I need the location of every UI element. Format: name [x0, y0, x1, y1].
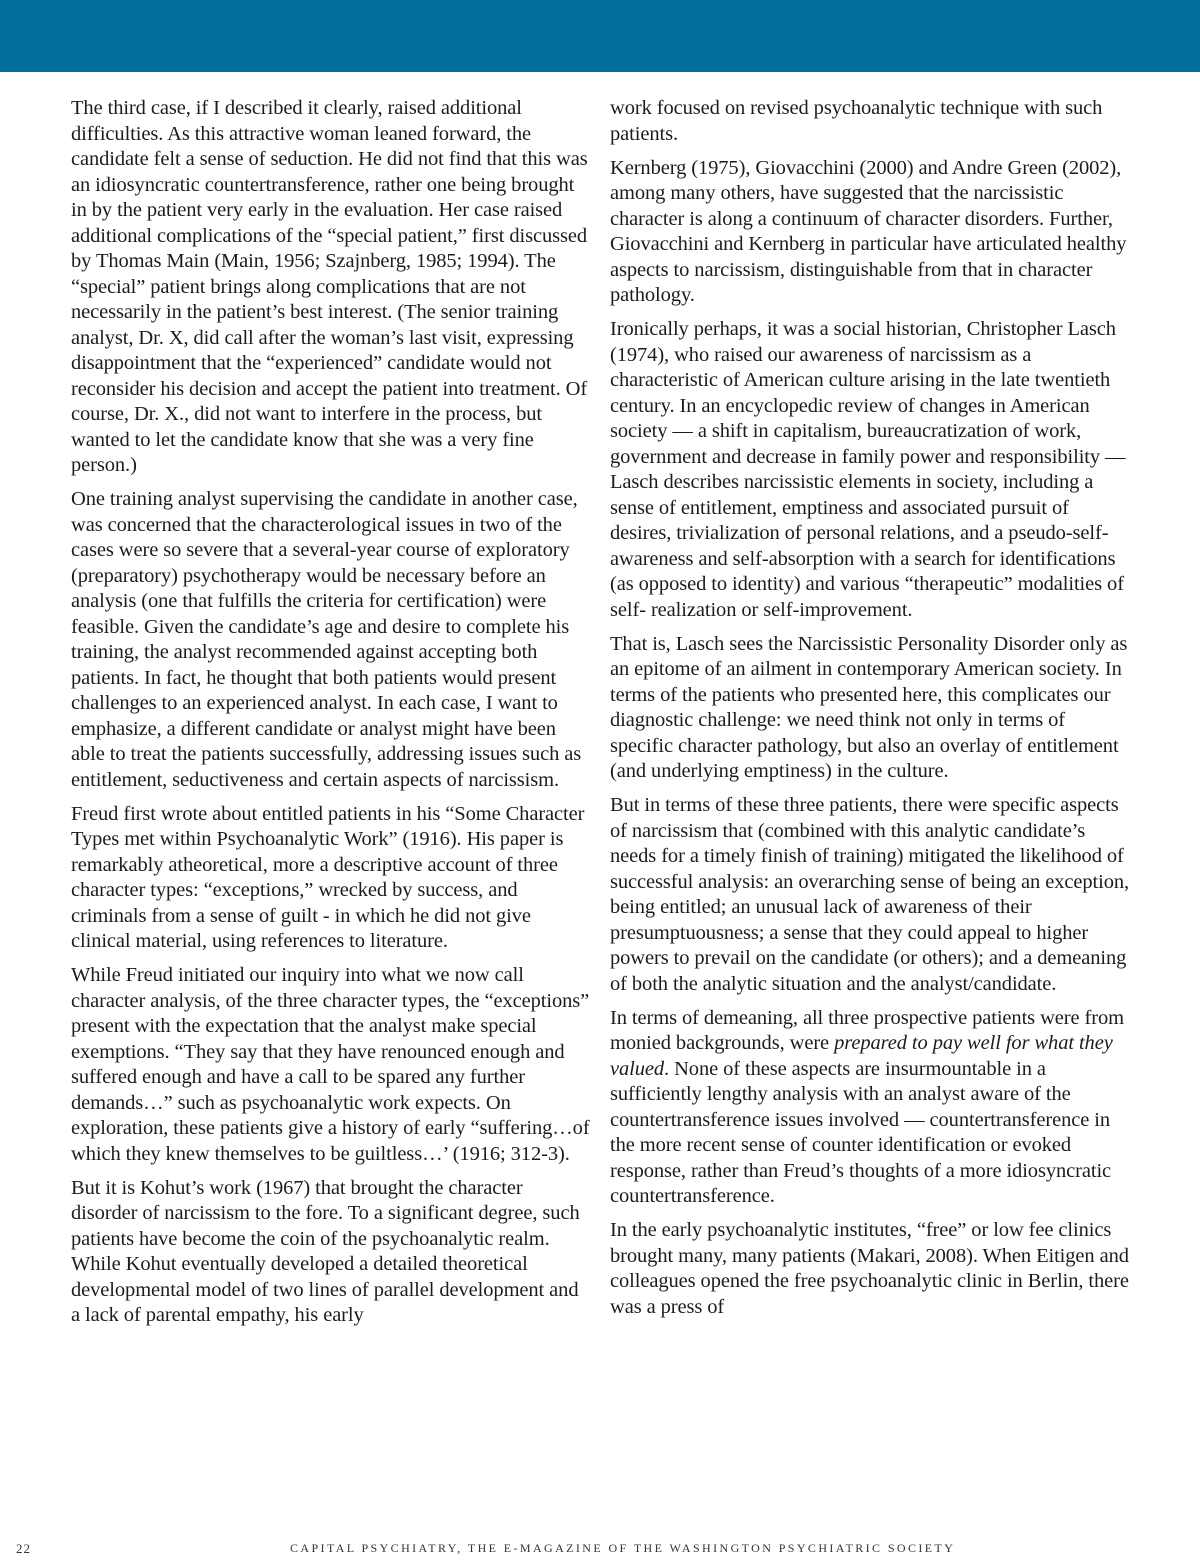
- page-number: 22: [16, 1541, 31, 1556]
- paragraph: Kernberg (1975), Giovacchini (2000) and Andre Green (2002), among many others, have suggested that the narcissistic character is along a continuum of character disorders. Further, Giovacchini and Kernberg in particular have articulated healthy aspects to narcissism, distinguishable from that in character pathology.: [610, 156, 1127, 306]
- paragraph: work focused on revised psychoanalytic technique with such patients.: [610, 97, 1103, 145]
- left-column: [71, 96, 591, 1337]
- paragraph: That is, Lasch sees the Narcissistic Personality Disorder only as an epitome of an ailment in contemporary American society. In terms of the patients who presented here, this complicates our diagnostic challenge: we need think not only in terms of specific character pathology, but also an overlay of entitlement (and underlying emptiness) in the culture.: [610, 632, 1128, 782]
- right-column: [610, 96, 1130, 1329]
- paragraph-text: In terms of demeaning, all three prospective patients were from monied backgrounds, were: [610, 1006, 1124, 1054]
- publication-title: CAPITAL PSYCHIATRY, THE E-MAGAZINE OF THE WASHINGTON PSYCHIATRIC SOCIETY: [290, 1541, 956, 1555]
- page-footer: [0, 1541, 1200, 1561]
- paragraph: [610, 1006, 1130, 1210]
- paragraph: But in terms of these three patients, there were specific aspects of narcissism that (combined with this analytic candidate’s needs for a timely finish of training) mitigated the likelihood of successful analysis: an overarching sense of being an exception, being entitled; an unusual lack of awareness of their presumptuousness; a sense that they could appeal to higher powers to prevail on the candidate (or others); and a demeaning of both the analytic situation and the analyst/candidate.: [610, 794, 1130, 995]
- paragraph: In the early psychoanalytic institutes, “free” or low fee clinics brought many, many patients (Makari, 2008). When Eitigen and colleagues opened the free psychoanalytic clinic in Berlin, there was a press of: [610, 1219, 1129, 1318]
- paragraph: One training analyst supervising the candidate in another case, was concerned that the characterological issues in two of the cases were so severe that a several-year course of exploratory (preparatory) psychotherapy would be necessary before an analysis (one that fulfills the criteria for certification) were feasible. Given the candidate’s age and desire to complete his training, the analyst recommended against accepting both patients. In fact, he thought that both patients would present challenges to an experienced analyst. In each case, I want to emphasize, a different candidate or analyst might have been able to treat the patients successfully, addressing issues such as entitlement, seductiveness and certain aspects of narcissism.: [71, 488, 582, 791]
- paragraph-text: . None of these aspects are insurmountable in a sufficiently lengthy analysis with an analyst aware of the countertransference issues involved — countertransference in the more recent sense of counter identification or evoked response, rather than Freud’s thoughts of a more idiosyncratic countertransference.: [610, 1057, 1112, 1207]
- paragraph: While Freud initiated our inquiry into what we now call character analysis, of the three character types, the “exceptions” present with the expectation that the analyst make special exemptions. “They say that they have renounced enough and suffered enough and have a call to be spared any further demands…” such as psychoanalytic work expects. On exploration, these patients give a history of early “suffering…of which they knew themselves to be guiltless…’ (1916; 312-3).: [71, 964, 590, 1165]
- paragraph: But it is Kohut’s work (1967) that brought the character disorder of narcissism to the fore. To a significant degree, such patients have become the coin of the psychoanalytic realm. While Kohut eventually developed a detailed theoretical developmental model of two lines of parallel development and a lack of parental empathy, his early: [71, 1176, 580, 1326]
- paragraph: Ironically perhaps, it was a social historian, Christopher Lasch (1974), who raised our awareness of narcissism as a characteristic of American culture arising in the late twentieth century. In an encyclopedic review of changes in American society — a shift in capitalism, bureaucratization of work, government and decrease in family power and responsibility — Lasch describes narcissistic elements in society, including a sense of entitlement, emptiness and associated pursuit of desires, trivialization of personal relations, and a pseudo-self-awareness and self-absorption with a search for identifications (as opposed to identity) and various “therapeutic” modalities of self- realization or self-improvement.: [610, 318, 1126, 621]
- italic-emphasis: prepared to pay well for what they valued: [610, 1032, 1113, 1080]
- paragraph: The third case, if I described it clearly, raised additional difficulties. As this attractive woman leaned forward, the candidate felt a sense of seduction. He did not find that this was an idiosyncratic countertransference, rather one being brought in by the patient very early in the evaluation. Her case raised additional complications of the “special patient,” first discussed by Thomas Main (Main, 1956; Szajnberg, 1985; 1994). The “special” patient brings along complications that are not necessarily in the patient’s best interest. (The senior training analyst, Dr. X, did call after the woman’s last visit, expressing disappointment that the “experienced” candidate would not reconsider his decision and accept the patient into treatment. Of course, Dr. X., did not want to interfere in the process, but wanted to let the candidate know that she was a very fine person.): [71, 97, 588, 476]
- paragraph: Freud first wrote about entitled patients in his “Some Character Types met within Psychoanalytic Work” (1916). His paper is remarkably atheoretical, more a descriptive account of three character types: “exceptions,” wrecked by success, and criminals from a sense of guilt - in which he did not give clinical material, using references to literature.: [71, 802, 585, 952]
- header-bar: [0, 0, 1200, 72]
